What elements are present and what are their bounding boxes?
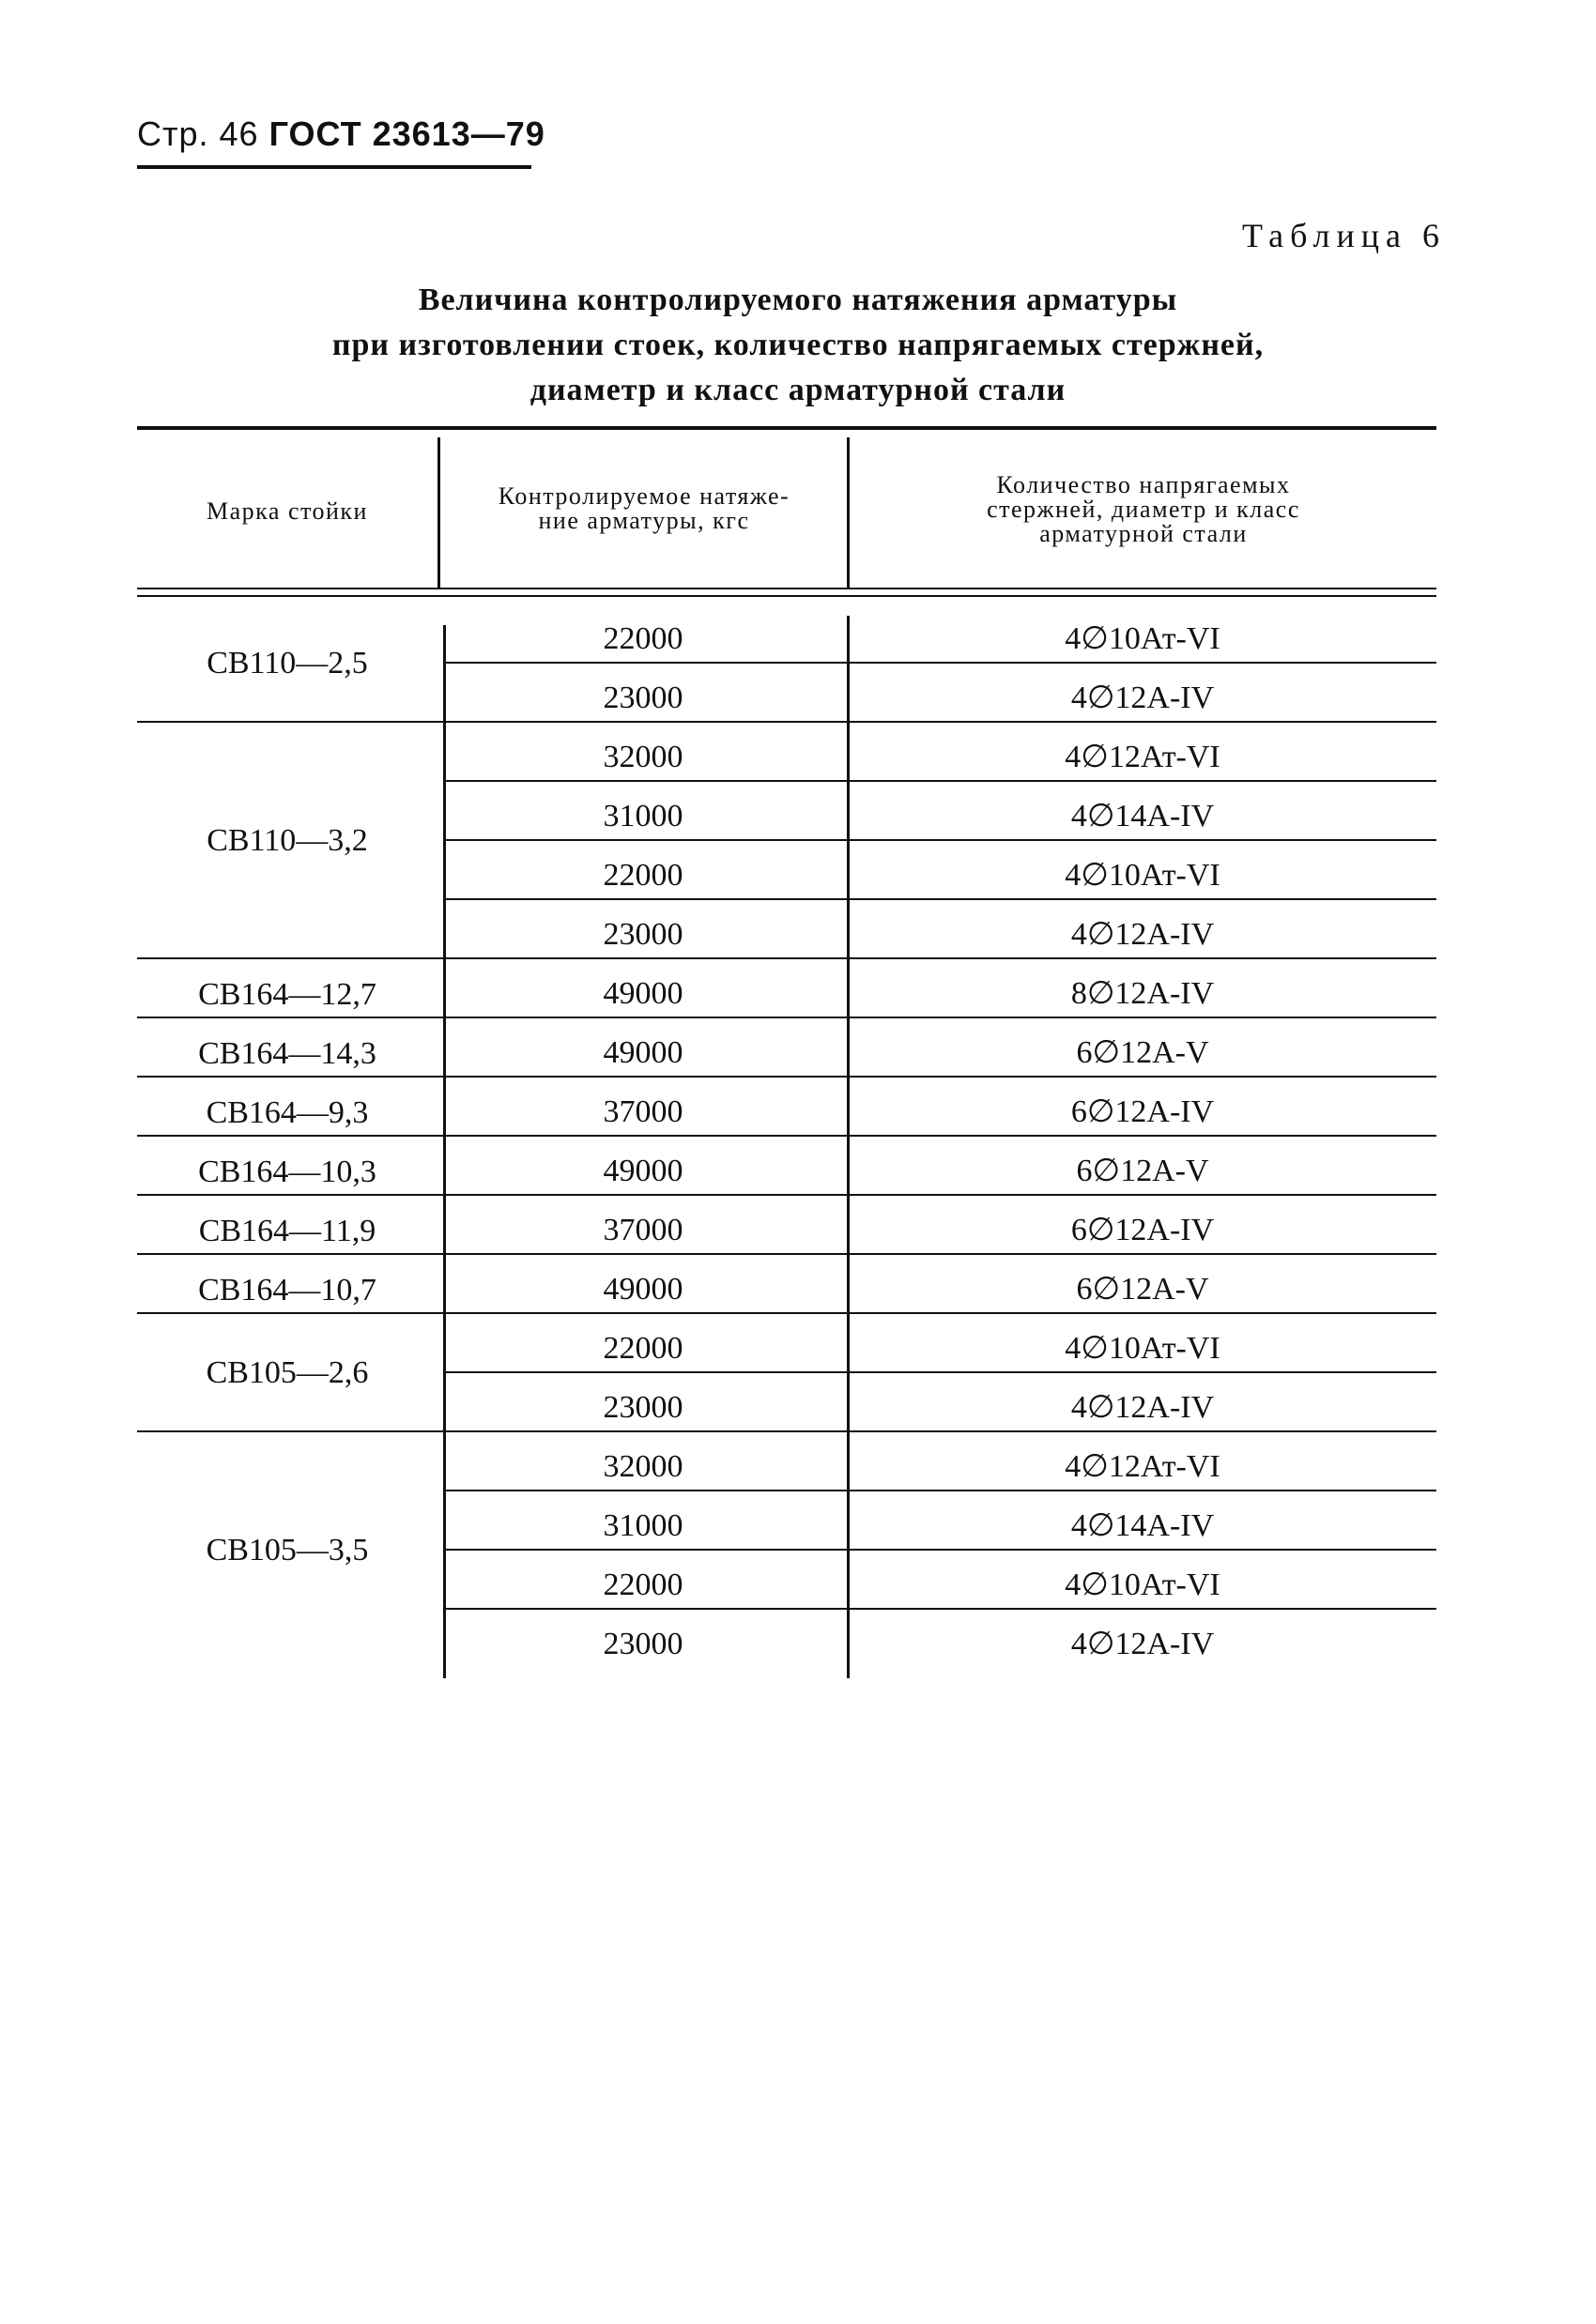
tension-cell: 37000 [603,1094,683,1129]
column-divider [847,616,850,1678]
tension-cell: 22000 [603,858,683,893]
mark-cell: СВ105—3,5 [206,1533,369,1567]
table-title [0,278,1596,413]
mark-cell: СВ164—10,3 [198,1154,376,1189]
mark-cell: СВ110—3,2 [207,823,368,858]
group-rule [137,1194,443,1196]
header-double-rule [137,595,1436,597]
mark-cell: СВ164—11,9 [198,1213,376,1248]
title-line: Величина контролируемого натяжения арматуры [418,283,1178,317]
rebar-cell: 6∅12А-IV [1070,1094,1215,1129]
tension-cell: 49000 [603,976,683,1011]
rebar-cell: 4∅14А-IV [1070,799,1215,833]
title-line: диаметр и класс арматурной стали [529,373,1067,407]
rebar-cell: 4∅10Ат-VI [1065,621,1220,656]
column-header-rebar: Количество напрягаемых стержней, диаметр и класс арматурной стали [987,471,1300,547]
header-double-rule [137,588,1436,589]
tension-cell: 31000 [603,1508,683,1543]
group-rule [137,1135,443,1137]
tension-cell: 22000 [603,1567,683,1602]
tension-cell: 31000 [603,799,683,833]
row-rule [443,721,1436,723]
rebar-cell: 8∅12А-IV [1070,976,1215,1011]
page-number: Стр. 46 [137,115,259,153]
table-label: Таблица 6 [1242,217,1446,254]
tension-cell: 32000 [603,1449,683,1484]
rebar-cell: 4∅10Ат-VI [1065,858,1220,893]
mark-cell: СВ164—9,3 [206,1094,369,1130]
row-rule [443,1135,1436,1137]
row-rule [443,1017,1436,1018]
header-divider [847,437,850,588]
row-rule [443,1549,1436,1551]
tension-cell: 22000 [603,1331,683,1366]
rebar-cell: 4∅12Ат-VI [1065,740,1220,774]
row-rule [443,1608,1436,1610]
group-rule [137,1017,443,1018]
tension-cell: 32000 [603,740,683,774]
column-header-tension: Контролируемое натяже- ние арматуры, кгс [498,482,790,534]
row-rule [443,780,1436,782]
tension-cell: 49000 [603,1272,683,1307]
table-top-rule [137,426,1436,430]
rebar-cell: 6∅12А-V [1076,1272,1209,1307]
rebar-cell: 4∅12Ат-VI [1065,1449,1220,1484]
row-rule [443,662,1436,664]
rebar-cell: 6∅12А-V [1076,1035,1209,1070]
tension-cell: 49000 [603,1035,683,1070]
standard-number: ГОСТ 23613—79 [269,115,545,153]
group-rule [137,1076,443,1078]
mark-cell: СВ164—12,7 [198,976,376,1012]
row-rule [443,957,1436,959]
title-line: при изготовлении стоек, количество напрягаемых стержней, [331,328,1265,362]
row-rule [443,1076,1436,1078]
row-rule [443,1371,1436,1373]
mark-cell: СВ105—2,6 [206,1355,369,1390]
column-header-mark: Марка стойки [207,497,368,525]
tension-cell: 23000 [603,1390,683,1425]
tension-cell: 23000 [603,680,683,715]
rebar-cell: 6∅12А-V [1076,1154,1209,1188]
row-rule [443,1430,1436,1432]
rebar-cell: 4∅10Ат-VI [1065,1567,1220,1602]
mark-cell: СВ164—10,7 [198,1272,376,1307]
column-divider [443,625,446,1678]
header-divider [437,437,440,588]
row-rule [443,1253,1436,1255]
row-rule [443,1312,1436,1314]
tension-cell: 23000 [603,1627,683,1661]
tension-cell: 37000 [603,1213,683,1247]
row-rule [443,1490,1436,1491]
group-rule [137,1253,443,1255]
row-rule [443,839,1436,841]
group-rule [137,721,443,723]
tension-cell: 23000 [603,917,683,952]
page-header [137,115,545,154]
rebar-cell: 4∅12А-IV [1070,680,1215,715]
row-rule [443,898,1436,900]
rebar-cell: 4∅12А-IV [1070,1627,1215,1661]
group-rule [137,957,443,959]
rebar-cell: 6∅12А-IV [1070,1213,1215,1247]
group-rule [137,1312,443,1314]
mark-cell: СВ164—14,3 [198,1035,376,1071]
rebar-cell: 4∅12А-IV [1070,917,1215,952]
tension-cell: 49000 [603,1154,683,1188]
mark-cell: СВ110—2,5 [207,646,368,680]
tension-cell: 22000 [603,621,683,656]
header-rule [137,165,531,169]
group-rule [137,1430,443,1432]
rebar-cell: 4∅14А-IV [1070,1508,1215,1543]
row-rule [443,1194,1436,1196]
rebar-cell: 4∅12А-IV [1070,1390,1215,1425]
rebar-cell: 4∅10Ат-VI [1065,1331,1220,1366]
